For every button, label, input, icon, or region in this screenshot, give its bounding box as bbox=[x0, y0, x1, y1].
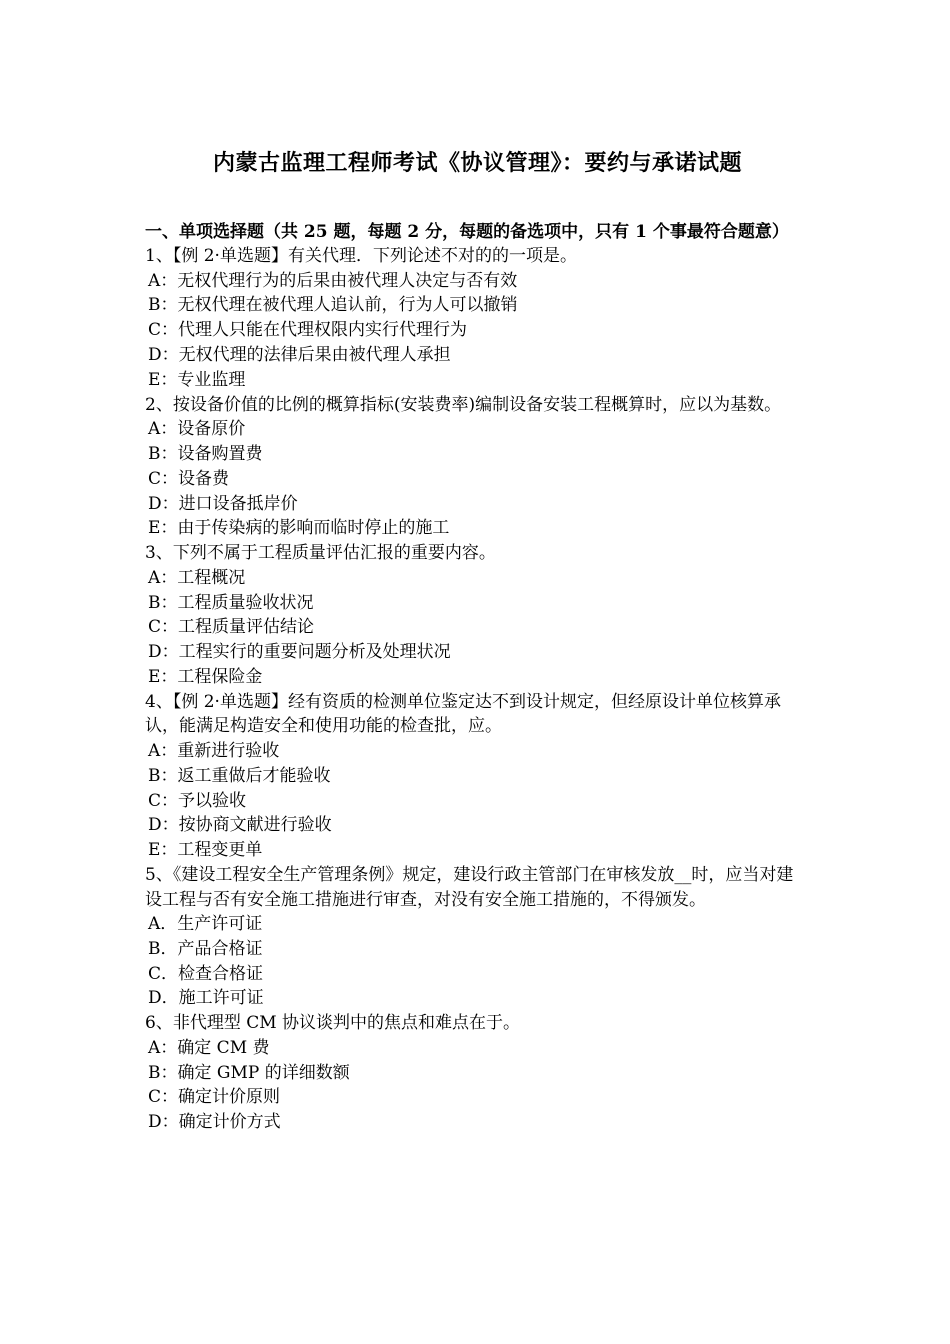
option-b: B：返工重做后才能验收 bbox=[148, 765, 331, 786]
document-page bbox=[145, 148, 810, 1135]
question-4 bbox=[145, 690, 810, 863]
option-c: C：代理人只能在代理权限内实行代理行为 bbox=[148, 320, 468, 341]
option-b: B：确定 GMP 的详细数额 bbox=[148, 1062, 350, 1083]
question-stem: 6、非代理型 CM 协议谈判中的焦点和难点在于。 bbox=[145, 1013, 521, 1034]
question-stem: 2、按设备价值的比例的概算指标(安装费率)编制设备安装工程概算时，应以为基数。 bbox=[145, 394, 782, 415]
option-c: C：予以验收 bbox=[148, 790, 247, 811]
question-3 bbox=[145, 541, 810, 690]
question-stem: 5、《建设工程安全生产管理条例》规定，建设行政主管部门在审核发放__时，应当对建设工程与否有安全施工措施进行审查，对没有安全施工措施的，不得颁发。 bbox=[145, 864, 794, 910]
option-b: B：设备购置费 bbox=[148, 443, 263, 464]
question-6 bbox=[145, 1011, 810, 1135]
question-stem: 3、下列不属于工程质量评估汇报的重要内容。 bbox=[145, 543, 496, 564]
option-a: A：确定 CM 费 bbox=[148, 1037, 270, 1058]
option-b: B：无权代理在被代理人追认前，行为人可以撤销 bbox=[148, 295, 518, 316]
option-d: D：进口设备抵岸价 bbox=[148, 493, 298, 514]
option-a: A：工程概况 bbox=[148, 567, 246, 588]
question-1 bbox=[145, 244, 810, 393]
option-c: C：确定计价原则 bbox=[148, 1087, 281, 1108]
option-a: A：重新进行验收 bbox=[148, 740, 280, 761]
option-c: C．检查合格证 bbox=[148, 963, 264, 984]
section-heading: 一、单项选择题（共 25 题，每题 2 分，每题的备选项中，只有 1 个事最符合题意） bbox=[145, 222, 789, 242]
question-stem: 4、【例 2·单选题】经有资质的检测单位鉴定达不到设计规定，但经原设计单位核算承认，能满足构造安全和使用功能的检查批，应。 bbox=[145, 691, 781, 737]
option-d: D．施工许可证 bbox=[148, 988, 264, 1009]
question-2 bbox=[145, 393, 810, 542]
option-d: D：按协商文献进行验收 bbox=[148, 815, 332, 836]
option-e: E：由于传染病的影响而临时停止的施工 bbox=[148, 518, 450, 539]
option-c: C：工程质量评估结论 bbox=[148, 617, 315, 638]
option-d: D：工程实行的重要问题分析及处理状况 bbox=[148, 642, 451, 663]
option-c: C：设备费 bbox=[148, 468, 230, 489]
option-d: D：无权代理的法律后果由被代理人承担 bbox=[148, 344, 451, 365]
option-a: A：设备原价 bbox=[148, 419, 246, 440]
option-b: B：工程质量验收状况 bbox=[148, 592, 314, 613]
option-a: A：无权代理行为的后果由被代理人决定与否有效 bbox=[148, 270, 518, 291]
option-d: D：确定计价方式 bbox=[148, 1112, 281, 1133]
option-a: A．生产许可证 bbox=[148, 914, 263, 935]
option-e: E：专业监理 bbox=[148, 369, 246, 390]
question-5 bbox=[145, 863, 810, 1011]
document-title: 内蒙古监理工程师考试《协议管理》：要约与承诺试题 bbox=[212, 150, 742, 176]
option-e: E：工程变更单 bbox=[148, 840, 263, 861]
option-e: E：工程保险金 bbox=[148, 666, 263, 687]
option-b: B．产品合格证 bbox=[148, 938, 263, 959]
question-stem: 1、【例 2·单选题】有关代理．下列论述不对的的一项是。 bbox=[145, 246, 577, 266]
